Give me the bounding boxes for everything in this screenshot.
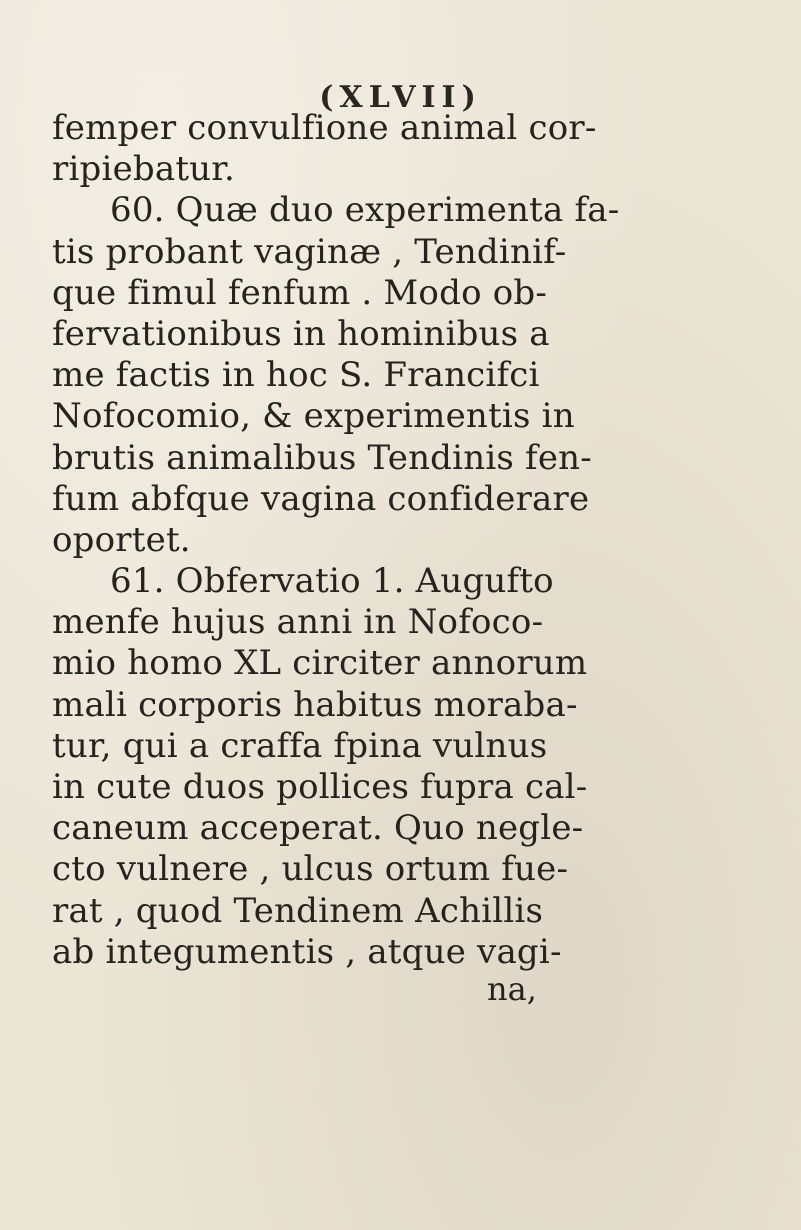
paragraph-60-start: 60. Quæ duo experimenta fa- xyxy=(110,190,620,231)
text-line-21: ab integumentis , atque vagi- xyxy=(52,931,562,972)
text-line-1: femper convulfione animal cor- xyxy=(52,108,597,148)
text-line-8: Nofocomio, & experimentis in xyxy=(52,396,575,437)
text-line-18: caneum acceperat. Quo negle- xyxy=(52,808,584,849)
text-line-19: cto vulnere , ulcus ortum fue- xyxy=(52,849,569,890)
paragraph-61-start: 61. Obfervatio 1. Augufto xyxy=(110,561,554,602)
text-line-2: ripiebatur. xyxy=(52,149,236,190)
text-line-17: in cute duos pollices fupra cal- xyxy=(52,767,588,807)
text-line-7: me factis in hoc S. Francifci xyxy=(52,355,540,396)
text-line-13: menfe hujus anni in Nofoco- xyxy=(52,602,544,643)
text-line-14: mio homo XL circiter annorum xyxy=(52,643,588,684)
text-line-11: oportet. xyxy=(52,519,191,560)
running-head: (XLVII) xyxy=(319,80,482,115)
text-line-4: tis probant vaginæ , Tendinif- xyxy=(52,231,567,272)
text-line-20: rat , quod Tendinem Achillis xyxy=(52,890,544,931)
text-line-15: mali corporis habitus moraba- xyxy=(52,684,578,725)
text-line-10: fum abfque vagina confiderare xyxy=(52,478,590,519)
text-line-16: tur, qui a craffa fpina vulnus xyxy=(52,725,548,766)
body-text xyxy=(52,108,620,973)
text-line-6: fervationibus in hominibus a xyxy=(52,313,550,354)
catchword: na, xyxy=(487,970,537,1008)
text-line-5: que fimul fenfum . Modo ob- xyxy=(52,272,548,313)
text-line-9: brutis animalibus Tendinis fen- xyxy=(52,437,592,478)
